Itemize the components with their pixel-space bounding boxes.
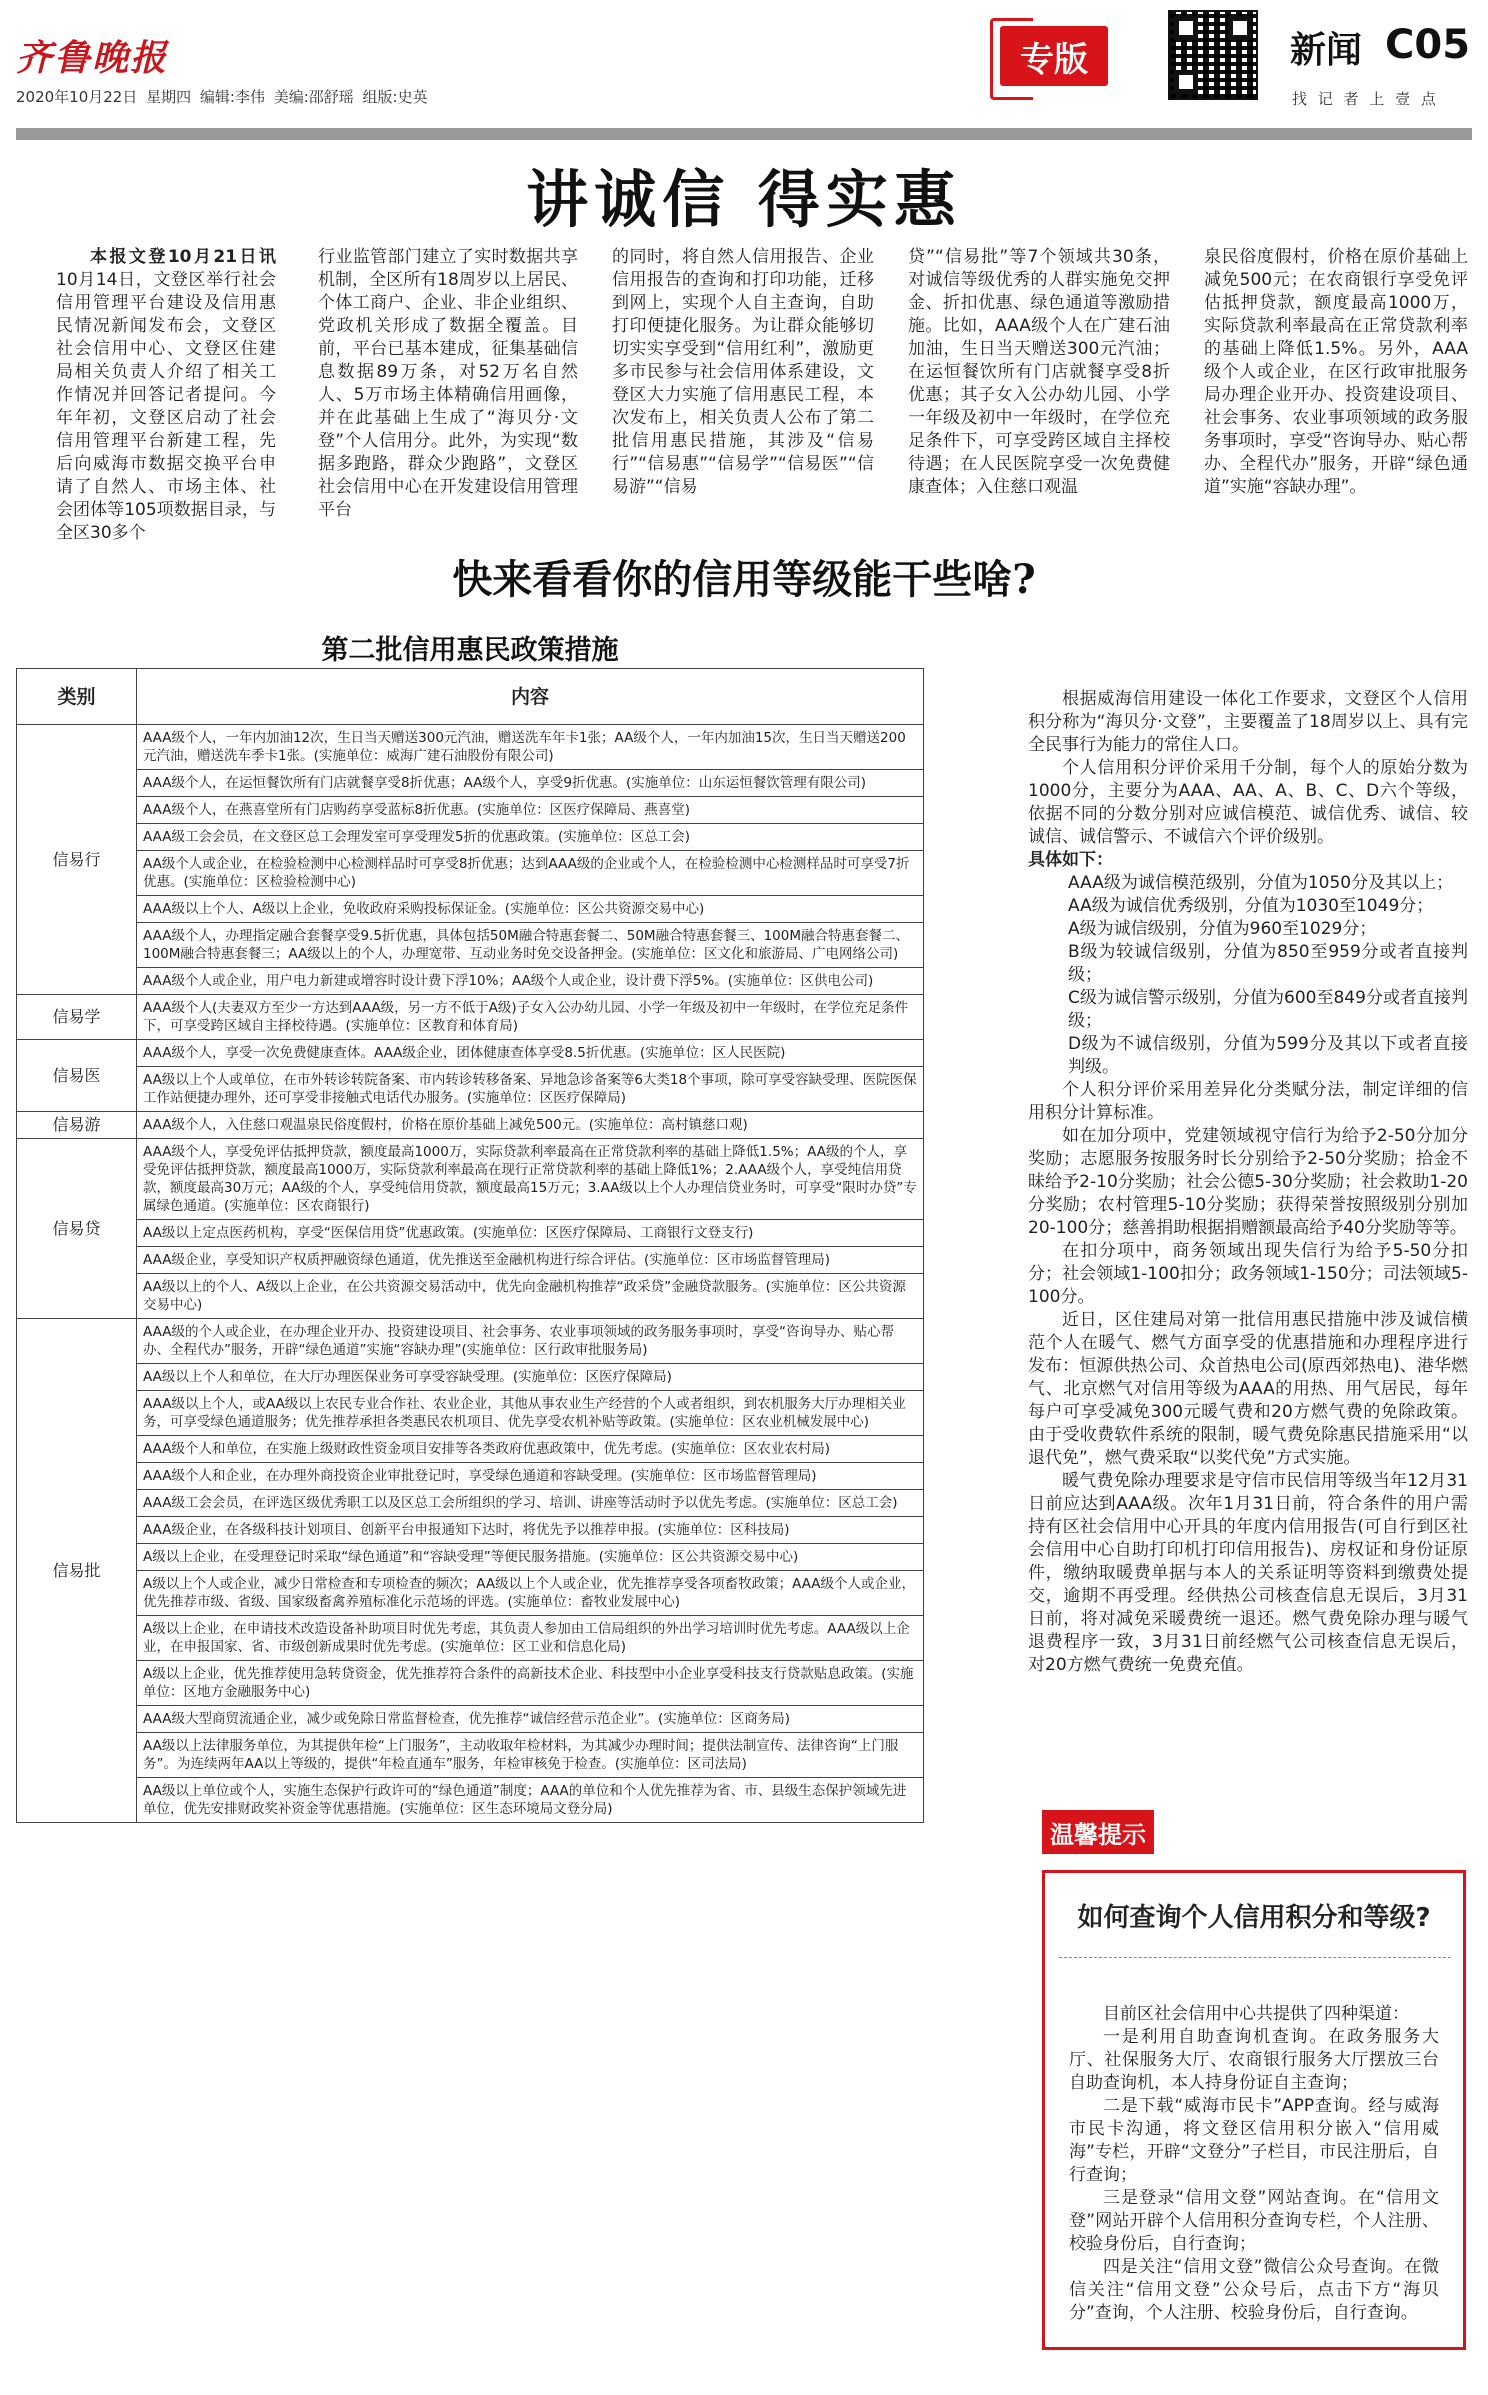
table-row (17, 1040, 924, 1067)
article-column-1 (56, 246, 276, 545)
content-cell: AA级以上法律服务单位，为其提供年检“上门服务”，主动收取年检材料，为其减少办理时间；提供法制宣传、法律咨询“上门服务”。为连续两年AA以上等级的，提供“年检直通车”服务，年检审核免于检查。(实施单位：区司法局) (137, 1733, 924, 1778)
content-cell: AAA级个人或企业，用户电力新建或增容时设计费下浮10%；AA级个人或企业，设计费下浮5%。(实施单位：区供电公司) (137, 968, 924, 995)
table-row (17, 1463, 924, 1490)
section-name: 新闻 (1290, 30, 1363, 71)
column-text: 行业监管部门建立了实时数据共享机制，全区所有18周岁以上居民、个体工商户、企业、非企业组织、党政机关形成了数据全覆盖。目前，平台已基本建成，征集基础信息数据89万条，对52万名自然人、5万市场主体精确信用画像，并在此基础上生成了“海贝分·文登”个人信用分。此外，为实现“数据多跑路，群众少跑路”，文登区社会信用中心在开发建设信用管理平台 (318, 247, 578, 520)
column-header-content: 内容 (137, 669, 924, 725)
content-cell: AAA级个人，享受一次免费健康查体。AAA级企业，团体健康查体享受8.5折优惠。(实施单位：区人民医院) (137, 1040, 924, 1067)
article-column-2 (318, 246, 578, 522)
table-row (17, 770, 924, 797)
table-row (17, 1517, 924, 1544)
column-text: 贷”“信易批”等7个领域共30条，对诚信等级优秀的人群实施免交押金、折扣优惠、绿色通道等激励措施。比如，AAA级个人在广建石油加油，生日当天赠送300元汽油；在运恒餐饮所有门店就餐享受8折优惠；其子女入公办幼儿园、小学一年级及初中一年级时，在学位充足条件下，可享受跨区域自主择校待遇；在人民医院享受一次免费健康查体；入住慈口观温 (908, 247, 1170, 497)
qr-code-icon (1168, 10, 1258, 100)
tip-body (1069, 2003, 1439, 2325)
table-row (17, 1571, 924, 1616)
page-code: C05 (1385, 22, 1471, 68)
table-row (17, 1364, 924, 1391)
content-cell: AAA级以上个人、A级以上企业，免收政府采购投标保证金。(实施单位：区公共资源交易中心) (137, 896, 924, 923)
lead-label: 本报文登10月21日讯 (90, 247, 276, 267)
level-item: AAA级为诚信模范级别，分值为1050分及其以上； (1068, 873, 1454, 893)
tip-box (1042, 1870, 1466, 2350)
table-row (17, 1706, 924, 1733)
content-cell: A级以上企业，优先推荐使用急转贷资金，优先推荐符合条件的高新技术企业、科技型中小企业享受科技支行贷款贴息政策。(实施单位：区地方金融服务中心) (137, 1661, 924, 1706)
level-item: D级为不诚信级别，分值为599分及其以下或者直接判级。 (1068, 1034, 1468, 1077)
article-column-4 (908, 246, 1170, 499)
tip-paragraph: 三是登录“信用文登”网站查询。在“信用文登”网站开辟个人信用积分查询专栏，个人注册、校验身份后，自行查询； (1069, 2188, 1439, 2254)
content-cell: AAA级个人，享受免评估抵押贷款，额度最高1000万，实际贷款利率最高在正常贷款利率的基础上降低1.5%；AA级的个人，享受免评估抵押贷款，额度最高1000万，实际贷款利率最高在现行正常贷款利率的基础上降低1%；2.AAA级个人，享受纯信用贷款，额度最高30万元；AA级的个人，享受纯信用贷款，额度最高15万元；3.AA级以上个人办理信贷业务时，可享受“限时办贷”专属绿色通道。(实施单位：区农商银行) (137, 1139, 924, 1220)
column-text: 的同时，将自然人信用报告、企业信用报告的查询和打印功能，迁移到网上，实现个人自主查询，自助打印便捷化服务。为让群众能够切切实实享受到“信用红利”，激励更多市民参与社会信用体系建设，文登区大力实施了信用惠民工程，本次发布上，相关负责人公布了第二批信用惠民措施，其涉及“信易行”“信易惠”“信易学”“信易医”“信易游”“信易 (612, 247, 874, 497)
content-cell: AA级以上个人或单位，在市外转诊转院备案、市内转诊转移备案、异地急诊备案等6大类18个事项，除可享受容缺受理、医院医保工作站便捷办理外，还可享受非接触式电话代办服务。(实施单位：区医疗保障局) (137, 1067, 924, 1112)
table-row (17, 1319, 924, 1364)
category-cell: 信易医 (17, 1040, 137, 1112)
level-item: C级为诚信警示级别，分值为600至849分或者直接判级； (1068, 988, 1468, 1031)
content-cell: AAA级大型商贸流通企业，减少或免除日常监督检查，优先推荐“诚信经营示范企业”。(实施单位：区商务局) (137, 1706, 924, 1733)
table-row (17, 1778, 924, 1823)
paragraph: 如在加分项中，党建领域视守信行为给予2-50分加分奖励；志愿服务按服务时长分别给予2-50分奖励；拾金不昧给予2-10分奖励；社会公德5-30分奖励；社会救助1-20分奖励；农村管理5-10分奖励；获得荣誉按照级别分别加20-100分；慈善捐助根据捐赠额最高给予40分奖励等等。 (1028, 1126, 1468, 1238)
column-text: 10月14日，文登区举行社会信用管理平台建设及信用惠民情况新闻发布会，文登区社会信用中心、文登区住建局相关负责人介绍了相关工作情况并回答记者提问。今年年初，文登区启动了社会信用管理平台新建工程，先后向威海市数据交换平台申请了自然人、市场主体、社会团体等105项数据目录，与全区30多个 (56, 270, 276, 543)
category-cell: 信易贷 (17, 1139, 137, 1319)
article-column-5 (1204, 246, 1468, 499)
table-row (17, 923, 924, 968)
tip-paragraph: 一是利用自助查询机查询。在政务服务大厅、社保服务大厅、农商银行服务大厅摆放三台自助查询机，本人持身份证自主查询； (1069, 2027, 1439, 2093)
table-row (17, 896, 924, 923)
policy-table-body (17, 725, 924, 1823)
table-row (17, 1220, 924, 1247)
content-cell: A级以上企业，在申请技术改造设备补助项目时优先考虑，其负责人参加由工信局组织的外出学习培训时优先考虑。AAA级以上企业，在申报国家、省、市级创新成果时优先考虑。(实施单位：区工业和信息化局) (137, 1616, 924, 1661)
header-divider (16, 128, 1472, 140)
article-column-3 (612, 246, 874, 499)
content-cell: AAA级工会会员，在文登区总工会理发室可享受理发5折的优惠政策。(实施单位：区总工会) (137, 824, 924, 851)
table-row (17, 1733, 924, 1778)
category-cell: 信易行 (17, 725, 137, 995)
table-title: 第二批信用惠民政策措施 (321, 635, 619, 666)
paragraph: 暖气费免除办理要求是守信市民信用等级当年12月31日前应达到AAA级。次年1月31日前，符合条件的用户需持有区社会信用中心开具的年度内信用报告(可自行到区社会信用中心自助打印机打印信用报告)、房权证和身份证原件，缴纳取暖费单据与本人的关系证明等资料到缴费处提交，逾期不再受理。经供热公司核查信息无误后，3月31日前，将对减免采暖费统一退还。燃气费免除办理与暖气退费程序一致，3月31日前经燃气公司核查信息无误后，对20方燃气费统一免费充值。 (1028, 1471, 1468, 1675)
newspaper-logo: 齐鲁晚报 (16, 37, 169, 79)
table-row (17, 1247, 924, 1274)
content-cell: A级以上个人或企业，减少日常检查和专项检查的频次；AA级以上个人或企业，优先推荐享受各项畜牧政策；AAA级个人或企业，优先推荐市级、省级、国家级畜禽养殖标准化示范场的评选。(实施单位：畜牧业发展中心) (137, 1571, 924, 1616)
table-row (17, 1067, 924, 1112)
table-row (17, 1391, 924, 1436)
paragraph: 近日，区住建局对第一批信用惠民措施中涉及诚信横范个人在暖气、燃气方面享受的优惠措施和办理程序进行发布：恒源供热公司、众首热电公司(原西郊热电)、港华燃气、北京燃气对信用等级为AAA的用热、用气居民，每年每户可享受减免300元暖气费和20方燃气费的免除政策。由于受收费软件系统的限制，暖气费免除惠民措施采用“以退代免”，燃气费采取“以奖代免”方式实施。 (1028, 1310, 1468, 1468)
category-cell: 信易批 (17, 1319, 137, 1823)
content-cell: AA级个人或企业，在检验检测中心检测样品时可享受8折优惠；达到AAA级的企业或个人，在检验检测中心检测样品时可享受7折优惠。(实施单位：区检验检测中心) (137, 851, 924, 896)
page-headline: 讲诚信 得实惠 (526, 163, 962, 236)
table-header-row (17, 669, 924, 725)
table-row (17, 1274, 924, 1319)
category-cell: 信易学 (17, 995, 137, 1040)
table-row (17, 851, 924, 896)
paragraph: 在扣分项中，商务领域出现失信行为给予5-50分扣分；社会领域1-100扣分；政务领域1-150分；司法领域5-100分。 (1028, 1241, 1468, 1307)
content-cell: AAA级工会会员，在评选区级优秀职工以及区总工会所组织的学习、培训、讲座等活动时予以优先考虑。(实施单位：区总工会) (137, 1490, 924, 1517)
column-text: 泉民俗度假村，价格在原价基础上减免500元；在农商银行享受免评估抵押贷款，额度最高1000万，实际贷款利率最高在正常贷款利率的基础上降低1.5%。另外，AAA级个人或企业，在区行政审批服务局办理企业开办、投资建设项目、社会事务、农业事项领域的政务服务事项时，享受“咨询导办、贴心帮办、全程代办”服务，开辟“绿色通道”实施“容缺办理”。 (1204, 247, 1468, 497)
content-cell: AAA级个人，在燕喜堂所有门店购药享受蓝标8折优惠。(实施单位：区医疗保障局、燕喜堂) (137, 797, 924, 824)
table-row (17, 1436, 924, 1463)
paragraph: 个人积分评价采用差异化分类赋分法，制定详细的信用积分计算标准。 (1028, 1080, 1468, 1123)
tip-tag: 温馨提示 (1042, 1810, 1154, 1854)
content-cell: AAA级企业，享受知识产权质押融资绿色通道，优先推送至金融机构进行综合评估。(实施单位：区市场监督管理局) (137, 1247, 924, 1274)
reporter-slogan: 找 记 者 上 壹 点 (1292, 90, 1436, 108)
table-row (17, 968, 924, 995)
table-row (17, 1139, 924, 1220)
column-header-category: 类别 (17, 669, 137, 725)
content-cell: AAA级个人和企业，在办理外商投资企业审批登记时，享受绿色通道和容缺受理。(实施单位：区市场监督管理局) (137, 1463, 924, 1490)
content-cell: AAA级个人，在运恒餐饮所有门店就餐享受8折优惠；AA级个人，享受9折优惠。(实施单位：山东运恒餐饮管理有限公司) (137, 770, 924, 797)
table-row (17, 725, 924, 770)
table-row (17, 995, 924, 1040)
article-subhead: 快来看看你的信用等级能干些啥? (452, 556, 1036, 603)
tip-divider (1059, 1957, 1451, 1959)
table-row (17, 1112, 924, 1139)
content-cell: AAA级个人，办理指定融合套餐享受9.5折优惠，具体包括50M融合特惠套餐二、50M融合特惠套餐三、100M融合特惠套餐二、100M融合特惠套餐三；AA级以上的个人，办理宽带、互动业务时免交设备押金。(实施单位：区文化和旅游局、广电网络公司) (137, 923, 924, 968)
content-cell: AAA级个人(夫妻双方至少一方达到AAA级，另一方不低于A级)子女入公办幼儿园、小学一年级及初中一年级时，在学位充足条件下，可享受跨区域自主择校待遇。(实施单位：区教育和体育局) (137, 995, 924, 1040)
level-item: A级为诚信级别，分值为960至1029分； (1068, 919, 1377, 939)
content-cell: AAA级以上个人，或AA级以上农民专业合作社、农业企业，其他从事农业生产经营的个人或者组织，到农机服务大厅办理相关业务，可享受绿色通道服务；优先推荐承担各类惠民农机项目、优先享受农机补贴等政策。(实施单位：区农业机械发展中心) (137, 1391, 924, 1436)
table-row (17, 1661, 924, 1706)
paragraph: 根据威海信用建设一体化工作要求，文登区个人信用积分称为“海贝分·文登”，主要覆盖了18周岁以上、具有完全民事行为能力的常住人口。 (1028, 689, 1468, 755)
credit-rules-column (1028, 688, 1468, 1677)
table-row (17, 1490, 924, 1517)
table-row (17, 797, 924, 824)
category-cell: 信易游 (17, 1112, 137, 1139)
content-cell: AA级以上个人和单位，在大厅办理医保业务可享受容缺受理。(实施单位：区医疗保障局) (137, 1364, 924, 1391)
tip-paragraph: 目前区社会信用中心共提供了四种渠道： (1103, 2004, 1409, 2024)
tip-title: 如何查询个人信用积分和等级? (1077, 1903, 1431, 1933)
content-cell: AAA级个人，一年内加油12次，生日当天赠送300元汽油，赠送洗车年卡1张；AA级个人，一年内加油15次，生日当天赠送200元汽油，赠送洗车季卡1张。(实施单位：威海广建石油股份有限公司) (137, 725, 924, 770)
special-edition-badge: 专版 (1000, 26, 1108, 86)
tip-paragraph: 四是关注“信用文登”微信公众号查询。在微信关注“信用文登”公众号后，点击下方“海贝分”查询，个人注册、校验身份后，自行查询。 (1069, 2257, 1439, 2323)
levels-intro: 具体如下： (1028, 850, 1113, 870)
paragraph: 个人信用积分评价采用千分制，每个人的原始分数为1000分，主要分为AAA、AA、A、B、C、D六个等级，依据不同的分数分别对应诚信模范、诚信优秀、诚信、较诚信、诚信警示、不诚信六个评价级别。 (1028, 758, 1468, 847)
content-cell: A级以上企业，在受理登记时采取“绿色通道”和“容缺受理”等便民服务措施。(实施单位：区公共资源交易中心) (137, 1544, 924, 1571)
policy-table (16, 668, 924, 1823)
content-cell: AAA级个人和单位，在实施上级财政性资金项目安排等各类政府优惠政策中，优先考虑。(实施单位：区农业农村局) (137, 1436, 924, 1463)
level-item: B级为较诚信级别，分值为850至959分或者直接判级； (1068, 942, 1468, 985)
content-cell: AA级以上定点医药机构，享受“医保信用贷”优惠政策。(实施单位：区医疗保障局、工商银行文登支行) (137, 1220, 924, 1247)
date-line: 2020年10月22日 星期四 编辑:李伟 美编:邵舒瑶 组版:史英 (16, 88, 428, 106)
table-row (17, 1616, 924, 1661)
content-cell: AAA级企业，在各级科技计划项目、创新平台申报通知下达时，将优先予以推荐申报。(实施单位：区科技局) (137, 1517, 924, 1544)
level-item: AA级为诚信优秀级别，分值为1030至1049分； (1068, 896, 1434, 916)
tip-paragraph: 二是下载“威海市民卡”APP查询。经与威海市民卡沟通，将文登区信用积分嵌入“信用威海”专栏，开辟“文登分”子栏目，市民注册后，自行查询； (1069, 2096, 1439, 2185)
content-cell: AAA级的个人或企业，在办理企业开办、投资建设项目、社会事务、农业事项领域的政务服务事项时，享受“咨询导办、贴心帮办、全程代办”服务，开辟“绿色通道”实施“容缺办理”(实施单位：区行政审批服务局) (137, 1319, 924, 1364)
content-cell: AA级以上单位或个人，实施生态保护行政许可的“绿色通道”制度；AAA的单位和个人优先推荐为省、市、县级生态保护领域先进单位，优先安排财政奖补资金等优惠措施。(实施单位：区生态环境局文登分局) (137, 1778, 924, 1823)
table-row (17, 824, 924, 851)
content-cell: AAA级个人，入住慈口观温泉民俗度假村，价格在原价基础上减免500元。(实施单位：高村镇慈口观) (137, 1112, 924, 1139)
table-row (17, 1544, 924, 1571)
content-cell: AA级以上的个人、A级以上企业，在公共资源交易活动中，优先向金融机构推荐“政采贷”金融贷款服务。(实施单位：区公共资源交易中心) (137, 1274, 924, 1319)
